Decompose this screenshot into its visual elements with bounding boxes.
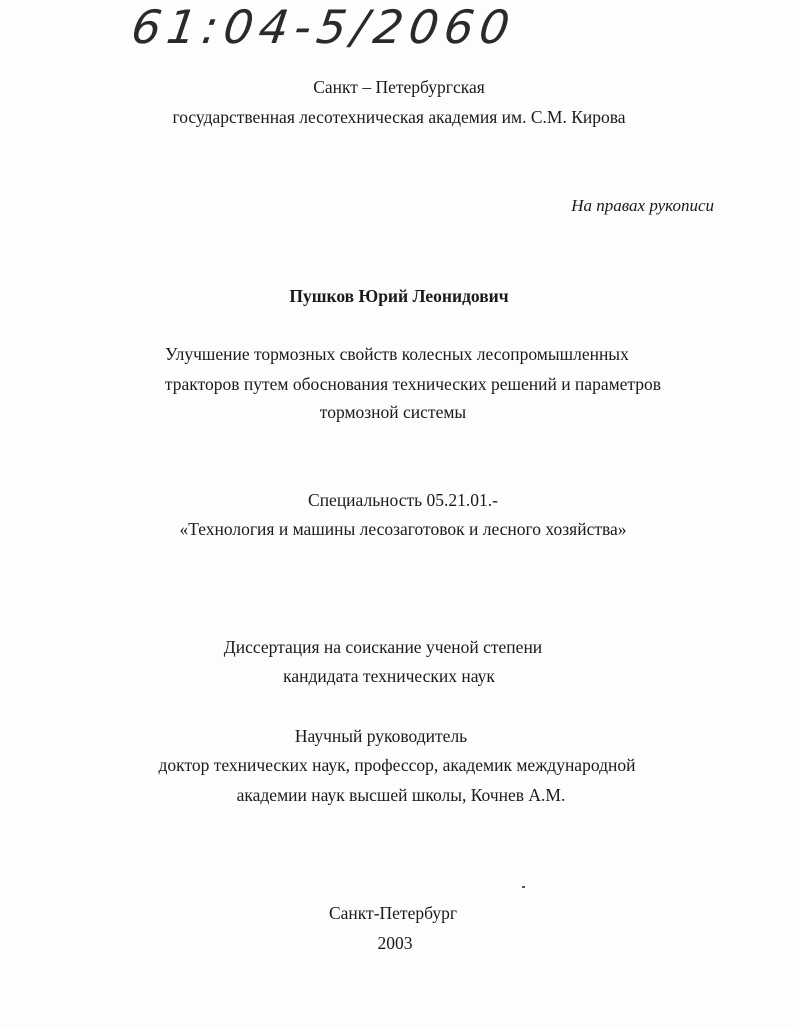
supervisor-heading: Научный руководитель <box>294 726 468 746</box>
degree-line-2: кандидата технических наук <box>283 666 495 686</box>
supervisor-line-2: академии наук высшей школы, Кочнев А.М. <box>236 785 566 805</box>
degree-line-1: Диссертация на соискание ученой степени <box>223 637 543 657</box>
specialty-line-1: Специальность 05.21.01.- <box>308 490 498 510</box>
manuscript-note: На правах рукописи <box>571 196 714 215</box>
specialty-line-2: «Технология и машины лесозаготовок и лесного хозяйства» <box>179 519 627 539</box>
footer-year: 2003 <box>377 933 413 953</box>
institution-line-2: государственная лесотехническая академия им. С.М. Кирова <box>172 107 626 127</box>
title-line-2: тракторов путем обоснования технических решений и параметров <box>164 374 662 394</box>
title-line-3: тормозной системы <box>319 402 467 422</box>
footer-city: Санкт-Петербург <box>328 903 458 923</box>
title-line-1: Улучшение тормозных свойств колесных лесопромышленных <box>165 344 629 364</box>
handwritten-archive-number: 61:04-5/2060 <box>128 0 519 54</box>
institution-line-1: Санкт – Петербургская <box>313 77 485 97</box>
author-name: Пушков Юрий Леонидович <box>289 286 509 306</box>
supervisor-line-1: доктор технических наук, профессор, академик международной <box>158 755 636 775</box>
scan-speck <box>522 886 525 888</box>
